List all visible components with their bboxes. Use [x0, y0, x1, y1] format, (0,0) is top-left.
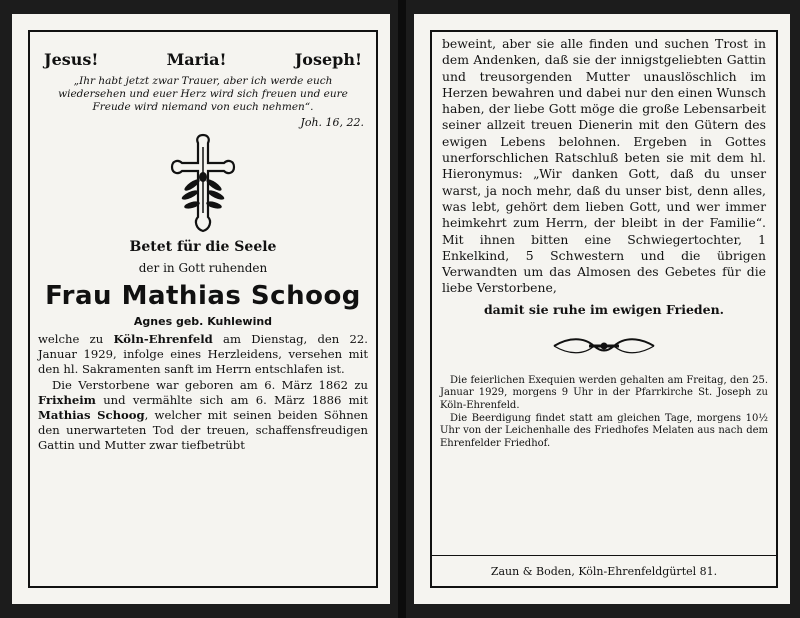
- place-of-death: Köln-Ehrenfeld: [113, 332, 213, 346]
- scroll-ornament-icon: [549, 335, 659, 357]
- prayer-heading: Betet für die Seele: [129, 239, 277, 255]
- name-maria: Maria!: [166, 50, 227, 69]
- deceased-name: Frau Mathias Schoog: [45, 281, 361, 311]
- divider-ornament: [432, 335, 776, 357]
- biography-text: [30, 328, 376, 454]
- cross-ornament: [30, 133, 376, 233]
- name-jesus: Jesus!: [44, 50, 99, 69]
- card-left-page: [12, 14, 390, 604]
- name-joseph: Joseph!: [294, 50, 362, 69]
- left-border-frame: [28, 30, 378, 588]
- text-run: Die Verstorbene war geboren am 6. März 1862 zu: [52, 377, 368, 392]
- husband-name: Mathias Schoog: [38, 408, 145, 423]
- exequien-paragraph: Die feierlichen Exequien werden gehalten am Freitag, den 25. Januar 1929, morgens 9 Uhr in der Pfarrkirche St. Joseph zu Köln-Ehrenfeld.: [440, 374, 768, 411]
- quote-reference: Joh. 16, 22.: [300, 116, 364, 129]
- text-run: am Dienstag, den 22. Januar 1929, infolge eines Herzleidens, versehen mit den hl. Sakramenten sanft im Herrn entschlafen ist.: [38, 332, 368, 377]
- bible-quote: „Ihr habt jetzt zwar Trauer, aber ich werde euch wiedersehen und euer Herz wird sich freuen und eure Freude wird niemand von euch nehmen“.: [58, 75, 348, 113]
- card-right-page: [414, 14, 790, 604]
- condolence-text: [432, 32, 776, 297]
- life-paragraph: [38, 378, 368, 454]
- holy-names: [30, 32, 376, 69]
- burial-paragraph: Die Beerdigung findet statt am gleichen Tage, morgens 10½ Uhr von der Leichenhalle des Friedhofes Melaten aus nach dem Ehrenfelder Friedhof.: [440, 412, 768, 449]
- bottom-rule: [432, 555, 776, 556]
- printer-imprint: Zaun & Boden, Köln-Ehrenfeldgürtel 81.: [490, 565, 718, 578]
- mourning-paragraph: beweint, aber sie alle finden und suchen Trost in dem Andenken, daß sie der innigstgeliebten Gattin und treusorgenden Mutter unauslöschlich im Herzen bewahren und dabei nur den einen Wunsch haben, der liebe Gott möge die große Lebensarbeit seiner allzeit treuen Dienerin mit den Gütern des ewigen Lebens belohnen. Ergeben in Gottes unerforschlichen Ratschluß beten sie mit dem hl. Hieronymus: „Wir danken Gott, daß du unser warst, ja noch mehr, daß du unser bist, denn alles, was lebt, gehört dem lieben Gott, und wer immer heimkehrt zum Herrn, der bleibt in der Familie“. Mit ihnen bitten eine Schwiegertochter, 1 Enkelkind, 5 Schwestern und die übrigen Verwandten um das Almosen des Gebetes für die liebe Verstorbene,: [442, 36, 766, 296]
- funeral-notice: [432, 357, 776, 451]
- birthplace: Frixheim: [38, 392, 96, 407]
- resting-line: der in Gott ruhenden: [138, 261, 268, 275]
- text-run: welche zu: [38, 332, 114, 346]
- closing-line: damit sie ruhe im ewigen Frieden.: [483, 301, 725, 317]
- card-fold: [398, 0, 406, 618]
- death-paragraph: [38, 332, 368, 378]
- right-border-frame: [430, 30, 778, 588]
- cross-icon: [168, 133, 238, 233]
- maiden-name: Agnes geb. Kuhlewind: [133, 315, 273, 328]
- text-run: und vermählte sich am 6. März 1886 mit: [95, 392, 368, 407]
- text-run: , welcher mit seinen beiden Söhnen den unerwarteten Tod der treuen, schaffensfreudigen Gattin und Mutter zwar tiefbetrübt: [38, 408, 368, 453]
